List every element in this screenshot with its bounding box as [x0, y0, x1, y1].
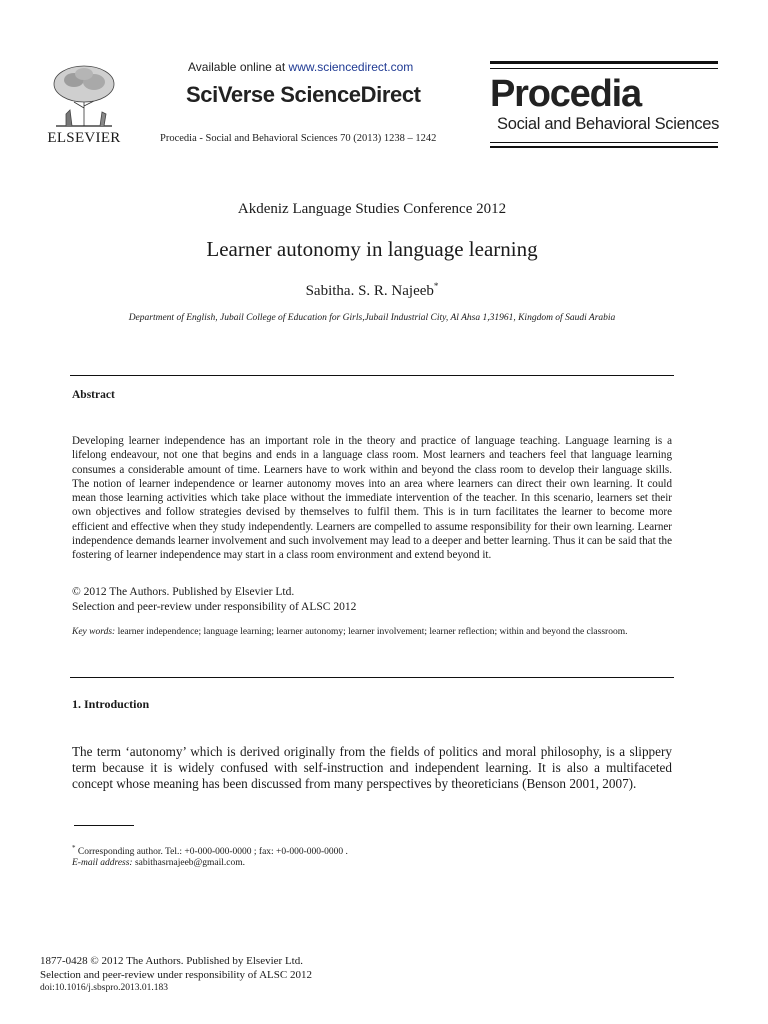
- available-prefix: Available online at: [188, 60, 289, 74]
- introduction-heading: 1. Introduction: [72, 697, 150, 711]
- journal-rule-bottom-thick: [490, 146, 718, 148]
- abstract-rule-bottom: [70, 677, 674, 678]
- corresponding-author-note: [72, 844, 348, 857]
- publisher-name: ELSEVIER: [47, 130, 121, 146]
- affiliation: Department of English, Jubail College of Education for Girls,Jubail Industrial City, Al Ahsa 1,31961, Kingdom of Saudi Arabia: [128, 313, 616, 323]
- journal-rule-top-thin: [490, 68, 718, 69]
- elsevier-tree-icon: [44, 62, 124, 128]
- email-label: E-mail address:: [72, 858, 133, 868]
- abstract-copyright: © 2012 The Authors. Published by Elsevier Ltd.: [72, 586, 295, 598]
- conference-name: Akdeniz Language Studies Conference 2012: [237, 201, 507, 217]
- keywords: [72, 626, 672, 639]
- footer-issn-copyright: 1877-0428 © 2012 The Authors. Published by Elsevier Ltd.: [40, 955, 303, 967]
- journal-reference: Procedia - Social and Behavioral Sciences 70 (2013) 1238 – 1242: [160, 133, 437, 144]
- email-note: [72, 858, 245, 868]
- journal-rule-top-thick: [490, 61, 718, 64]
- author-line: [0, 281, 744, 300]
- abstract-rule-top: [70, 375, 674, 376]
- journal-rule-bottom: [490, 142, 718, 143]
- paper-title: Learner autonomy in language learning: [206, 237, 538, 261]
- keywords-text: learner independence; language learning; learner autonomy; learner involvement; learner reflection; within and beyond the classroom.: [117, 627, 628, 637]
- footer-review: Selection and peer-review under responsibility of ALSC 2012: [40, 969, 312, 981]
- introduction-body: The term ‘autonomy’ which is derived originally from the fields of politics and moral philosophy, is a slippery term because it is widely confused with self-instruction and independent learning. It is also a multifaceted concept whose meaning has been discussed from many perspectives by theoreticians (Benson 2001, 2007).: [72, 744, 672, 791]
- footer-doi[interactable]: doi:10.1016/j.sbspro.2013.01.183: [40, 983, 168, 993]
- abstract-heading: Abstract: [72, 389, 115, 401]
- elsevier-logo: [40, 62, 128, 150]
- email-address[interactable]: sabithasrnajeeb@gmail.com.: [134, 858, 246, 868]
- journal-name: Procedia: [490, 73, 641, 115]
- sciencedirect-link[interactable]: www.sciencedirect.com: [288, 60, 414, 74]
- abstract-review: Selection and peer-review under responsibility of ALSC 2012: [72, 601, 357, 613]
- keywords-label: Key words:: [72, 627, 116, 637]
- author-name: Sabitha. S. R. Najeeb: [305, 283, 434, 299]
- footnote-mark: *: [72, 844, 76, 852]
- available-online: [188, 60, 413, 74]
- corresponding-author-text: Corresponding author. Tel.: +0-000-000-0000 ; fax: +0-000-000-0000 .: [77, 847, 348, 858]
- footnote-rule: [74, 825, 134, 826]
- abstract-body: Developing learner independence has an important role in the theory and practice of language teaching. Language learning is a lifelong endeavour, not one that begins and ends in a language class room. Most learners and teachers feel that language learning consumes a considerable amount of time. Learners have to work within and beyond the class room to develop their language skills. The notion of learner independence or learner autonomy moves into an area where learners can direct their own learning. It could mean those learning activities which take place without the immediate intervention of the teacher. In this scenario, learners set their own objectives and follow strategies devised by themselves to fulfil them. This is in turn facilitates the learner to become more efficient and effective when they study independently. Learners are compelled to assume responsibility for their own learning. Learner independence demands learner involvement and such involvement may lead to a deeper and better learning. Thus it can be said that the fostering of learner independence may start in a class room environment and extend beyond it.: [72, 435, 672, 562]
- journal-subtitle: Social and Behavioral Sciences: [497, 115, 720, 133]
- author-footnote-mark: *: [433, 281, 439, 291]
- platform-name: SciVerse ScienceDirect: [186, 82, 421, 107]
